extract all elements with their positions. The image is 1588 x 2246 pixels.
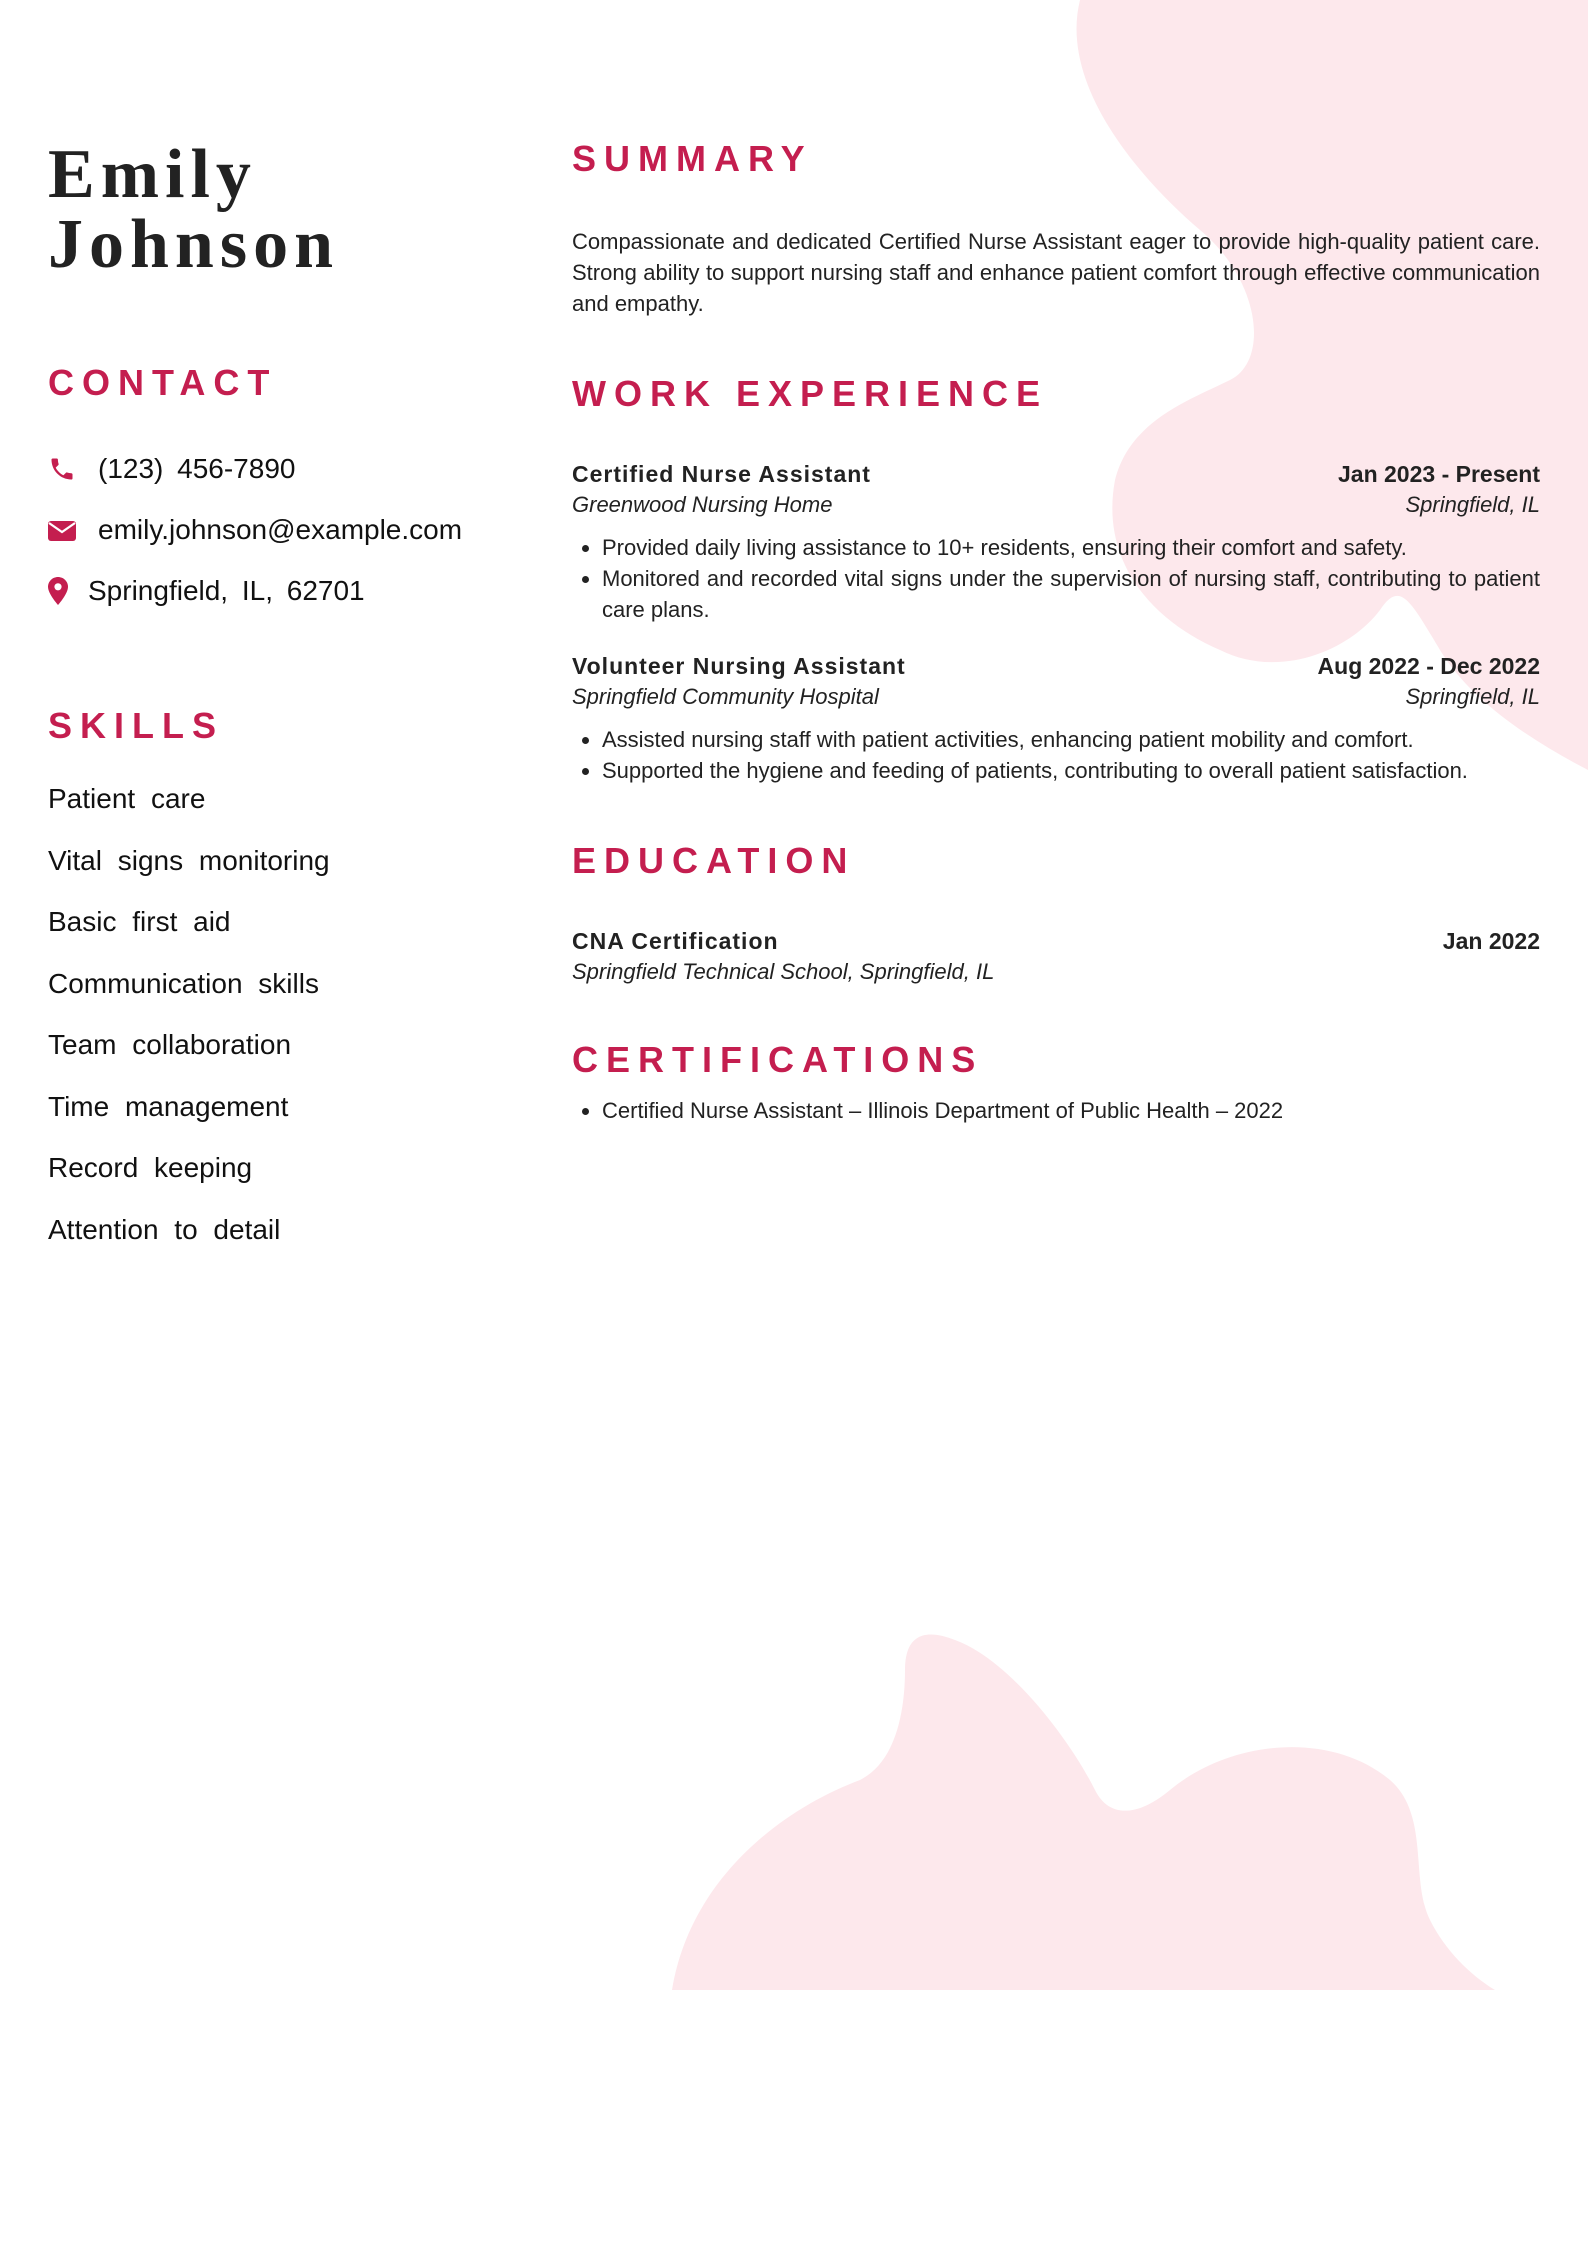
degree-date: Jan 2022 bbox=[1442, 928, 1540, 954]
job-dates: Jan 2023 - Present bbox=[1337, 461, 1540, 487]
job-bullets bbox=[572, 724, 1540, 786]
certifications-list bbox=[572, 1095, 1540, 1126]
contact-heading: CONTACT bbox=[48, 362, 278, 403]
job-location: Springfield, IL bbox=[1405, 492, 1540, 517]
job-bullet: • Assisted nursing staff with patient activities, enhancing patient mobility and comfort. bbox=[602, 724, 1540, 755]
degree-title: CNA Certification bbox=[572, 928, 779, 954]
map-pin-icon bbox=[48, 574, 72, 608]
contact-email bbox=[48, 499, 528, 560]
phone-text: (123) 456-7890 bbox=[98, 452, 296, 484]
education-entry bbox=[572, 928, 1540, 985]
left-column bbox=[48, 136, 528, 1267]
job-bullet: • Provided daily living assistance to 10+ residents, ensuring their comfort and safety. bbox=[602, 532, 1540, 563]
candidate-name bbox=[48, 136, 528, 283]
job-dates: Aug 2022 - Dec 2022 bbox=[1317, 653, 1540, 679]
skill-item: Record keeping bbox=[48, 1152, 253, 1183]
summary-section bbox=[572, 138, 1540, 319]
job-location: Springfield, IL bbox=[1405, 684, 1540, 709]
skill-item: Attention to detail bbox=[48, 1213, 281, 1245]
skill-item: Vital signs monitoring bbox=[48, 844, 330, 876]
last-name: Johnson bbox=[48, 206, 340, 283]
work-experience-section bbox=[572, 373, 1540, 786]
job-entry bbox=[572, 461, 1540, 625]
certification-item: • Certified Nurse Assistant – Illinois Department of Public Health – 2022 bbox=[602, 1095, 1540, 1126]
job-bullets bbox=[572, 532, 1540, 625]
contact-location bbox=[48, 560, 528, 621]
summary-text: Compassionate and dedicated Certified Nurse Assistant eager to provide high-quality patient care. Strong ability to support nursing staff and enhance patient comfort through effective communication and empathy. bbox=[572, 229, 1540, 316]
certifications-heading: CERTIFICATIONS bbox=[572, 1039, 984, 1080]
job-bullet: • Monitored and recorded vital signs under the supervision of nursing staff, contributing to patient care plans. bbox=[602, 563, 1540, 625]
email-text: emily.johnson@example.com bbox=[98, 513, 463, 545]
first-name: Emily bbox=[48, 136, 257, 213]
skill-item: Basic first aid bbox=[48, 906, 231, 937]
job-entry bbox=[572, 653, 1540, 786]
work-experience-heading: WORK EXPERIENCE bbox=[572, 373, 1049, 414]
contact-list bbox=[48, 438, 528, 621]
summary-heading: SUMMARY bbox=[572, 138, 813, 179]
job-title: Certified Nurse Assistant bbox=[572, 461, 871, 487]
right-column bbox=[572, 138, 1540, 1126]
skill-item: Time management bbox=[48, 1090, 289, 1122]
education-section bbox=[572, 840, 1540, 985]
job-title: Volunteer Nursing Assistant bbox=[572, 653, 906, 679]
certifications-section bbox=[572, 1039, 1540, 1126]
education-heading: EDUCATION bbox=[572, 840, 856, 881]
skill-item: Patient care bbox=[48, 783, 206, 814]
skills-list bbox=[48, 775, 528, 1267]
job-company: Greenwood Nursing Home bbox=[572, 492, 833, 517]
envelope-icon bbox=[48, 513, 82, 547]
school-name: Springfield Technical School, Springfield, IL bbox=[572, 959, 995, 984]
skill-item: Team collaboration bbox=[48, 1029, 292, 1060]
phone-icon bbox=[48, 452, 82, 486]
skills-heading: SKILLS bbox=[48, 705, 225, 746]
job-company: Springfield Community Hospital bbox=[572, 684, 879, 709]
job-bullet: • Supported the hygiene and feeding of patients, contributing to overall patient satisfaction. bbox=[602, 755, 1540, 786]
location-text: Springfield, IL, 62701 bbox=[88, 574, 365, 606]
contact-phone bbox=[48, 438, 528, 499]
skill-item: Communication skills bbox=[48, 967, 319, 999]
